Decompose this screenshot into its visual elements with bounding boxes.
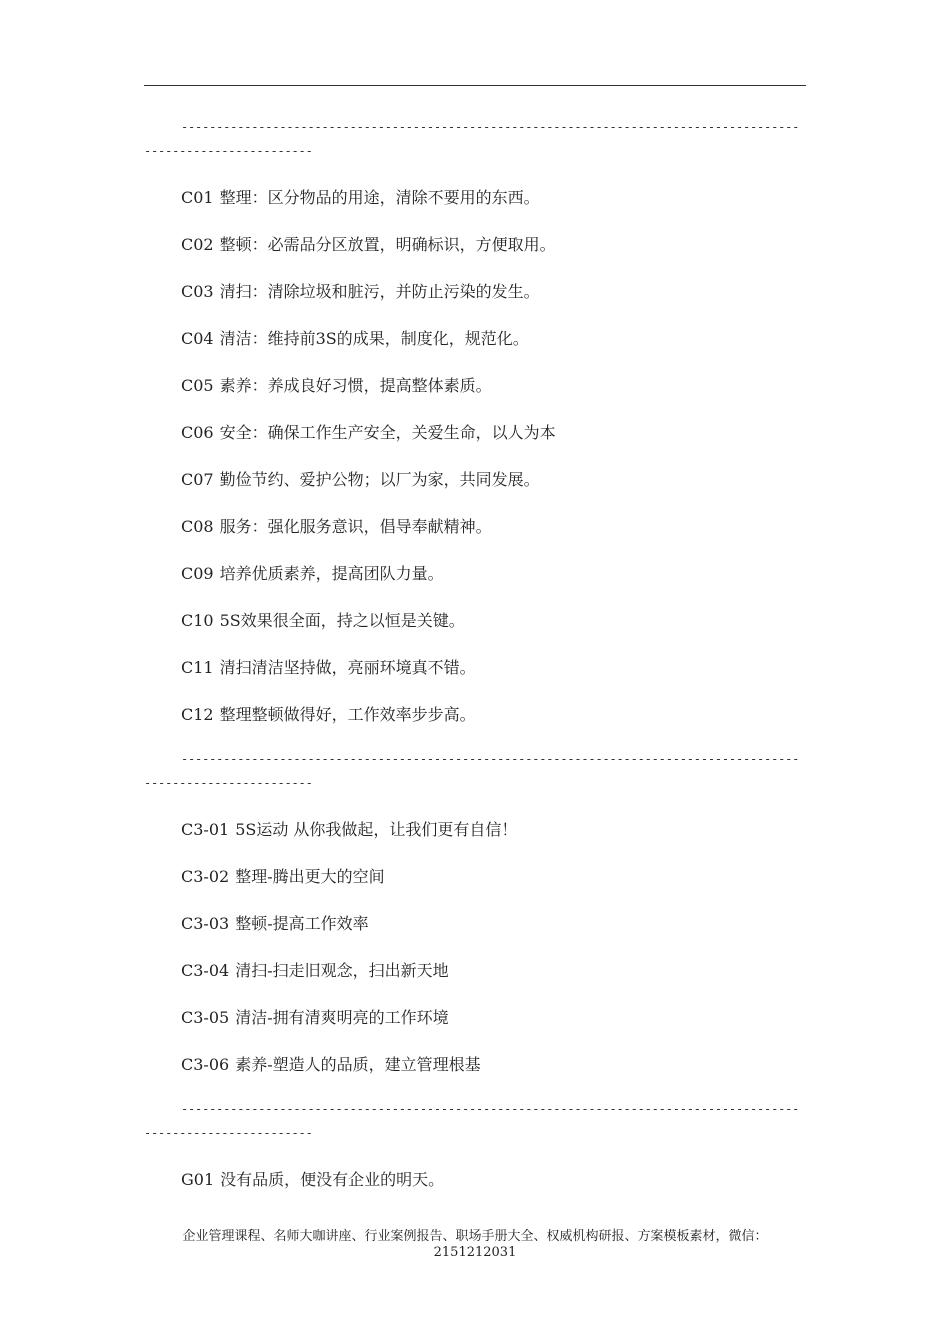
list-item: C10 5S效果很全面，持之以恒是关键。 <box>181 611 465 630</box>
list-item: C01 整理：区分物品的用途，清除不要用的东西。 <box>181 188 540 207</box>
separator-line: ---------------------------------------------------------------------------------------------------------------- <box>144 1102 800 1140</box>
list-item: C3-04 清扫-扫走旧观念，扫出新天地 <box>181 961 449 980</box>
list-item: C3-02 整理-腾出更大的空间 <box>181 867 385 886</box>
list-item: C02 整顿：必需品分区放置，明确标识，方便取用。 <box>181 235 556 254</box>
header-rule <box>144 85 806 86</box>
list-item: C12 整理整顿做得好，工作效率步步高。 <box>181 705 476 724</box>
section-c <box>144 183 806 747</box>
list-item: C11 清扫清洁坚持做，亮丽环境真不错。 <box>181 658 476 677</box>
list-item: C04 清洁：维持前3S的成果，制度化，规范化。 <box>181 329 529 348</box>
list-item: G01 没有品质，便没有企业的明天。 <box>181 1170 445 1189</box>
list-item: C3-03 整顿-提高工作效率 <box>181 914 369 933</box>
section-g <box>144 1165 806 1212</box>
list-item: C06 安全：确保工作生产安全，关爱生命，以人为本 <box>181 423 556 442</box>
list-item: C05 素养：养成良好习惯，提高整体素质。 <box>181 376 492 395</box>
list-item: C09 培养优质素养，提高团队力量。 <box>181 564 444 583</box>
footer-line: 企业管理课程、名师大咖讲座、行业案例报告、职场手册大全、权威机构研报、方案模板素材，微信： <box>182 1229 768 1244</box>
page-footer <box>0 1229 950 1261</box>
separator-line: ---------------------------------------------------------------------------------------------------------------- <box>144 752 800 790</box>
footer-contact: 2151212031 <box>433 1245 517 1260</box>
list-item: C07 勤俭节约、爱护公物；以厂为家，共同发展。 <box>181 470 540 489</box>
list-item: C3-06 素养-塑造人的品质，建立管理根基 <box>181 1055 481 1074</box>
document-body <box>144 115 806 1212</box>
list-item: C08 服务：强化服务意识，倡导奉献精神。 <box>181 517 492 536</box>
list-item: C3-05 清洁-拥有清爽明亮的工作环境 <box>181 1008 449 1027</box>
list-item: C3-01 5S运动 从你我做起，让我们更有自信！ <box>181 820 518 839</box>
separator-line: ---------------------------------------------------------------------------------------------------------------- <box>144 120 800 158</box>
list-item: C03 清扫：清除垃圾和脏污，并防止污染的发生。 <box>181 282 540 301</box>
section-c3 <box>144 815 806 1097</box>
